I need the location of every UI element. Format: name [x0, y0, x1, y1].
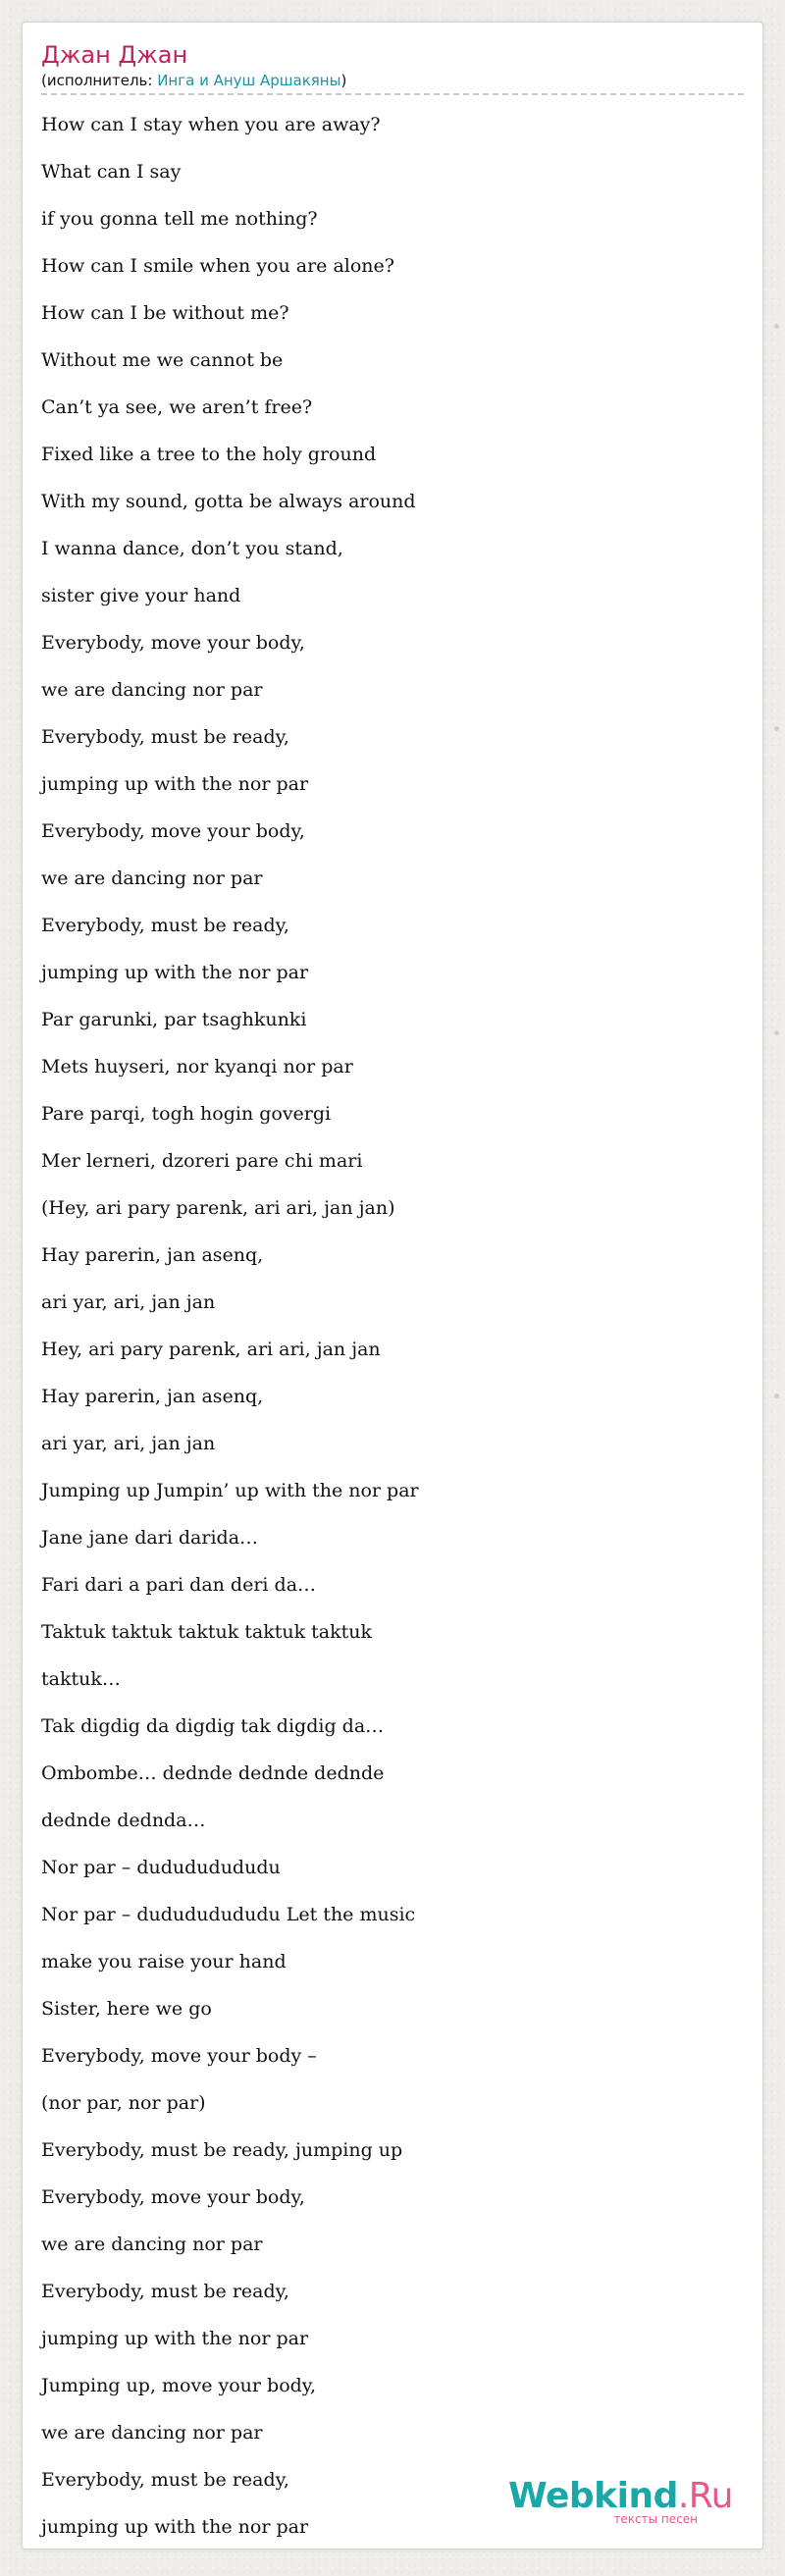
lyric-line: Pare parqi, togh hogin govergi	[41, 1103, 332, 1125]
lyric-line: we are dancing nor par	[41, 867, 263, 889]
lyric-line: ari yar, ari, jan jan	[41, 1433, 216, 1454]
lyric-line: sister give your hand	[41, 585, 241, 606]
lyric-line: jumping up with the nor par	[41, 2516, 309, 2538]
lyric-line: (Hey, ari pary parenk, ari ari, jan jan)	[41, 1197, 395, 1219]
performer-line	[41, 71, 744, 95]
lyric-line: Everybody, must be ready,	[41, 915, 289, 936]
lyric-line: Everybody, must be ready, jumping up	[41, 2139, 403, 2161]
lyric-line: Par garunki, par tsaghkunki	[41, 1009, 307, 1030]
lyric-line: Everybody, move your body,	[41, 820, 305, 842]
webkind-logo[interactable]	[508, 2478, 733, 2525]
lyric-line: we are dancing nor par	[41, 2422, 263, 2444]
background-dot	[774, 324, 779, 329]
lyric-line: Everybody, move your body –	[41, 2045, 317, 2067]
lyric-line: we are dancing nor par	[41, 679, 263, 701]
lyric-line: How can I be without me?	[41, 302, 289, 324]
song-header	[41, 40, 744, 95]
lyric-line: we are dancing nor par	[41, 2234, 263, 2255]
lyric-line: Tak digdig da digdig tak digdig da…	[41, 1715, 385, 1737]
logo-tagline: тексты песен	[613, 2512, 698, 2526]
lyric-line: Can’t ya see, we aren’t free?	[41, 396, 313, 418]
lyric-line: How can I stay when you are away?	[41, 114, 381, 135]
lyric-line: With my sound, gotta be always around	[41, 491, 416, 512]
lyric-line: taktuk…	[41, 1668, 121, 1690]
lyric-line: Mets huyseri, nor kyanqi nor par	[41, 1056, 353, 1078]
lyric-line: Hay parerin, jan asenq,	[41, 1244, 264, 1266]
lyric-line: Jumping up Jumpin’ up with the nor par	[41, 1480, 419, 1501]
lyric-line: Nor par – dudududududu Let the music	[41, 1904, 416, 1925]
lyric-line: Everybody, must be ready,	[41, 726, 289, 748]
performer-suffix: )	[340, 72, 347, 89]
song-title: Джан Джан	[41, 41, 188, 69]
lyric-line: What can I say	[41, 161, 182, 183]
lyric-line: Sister, here we go	[41, 1998, 212, 2020]
lyric-line: make you raise your hand	[41, 1951, 287, 1972]
lyric-line: Mer lerneri, dzoreri pare chi mari	[41, 1150, 363, 1172]
logo-wordmark	[508, 2478, 733, 2515]
lyric-line: Jane jane dari darida…	[41, 1527, 259, 1549]
lyric-line: jumping up with the nor par	[41, 962, 309, 983]
logo-brand: Webkind	[508, 2476, 678, 2516]
lyric-line: Everybody, must be ready,	[41, 2469, 289, 2491]
lyric-line: Taktuk taktuk taktuk taktuk taktuk	[41, 1621, 373, 1643]
lyric-line: jumping up with the nor par	[41, 2328, 309, 2349]
performer-prefix: (исполнитель:	[41, 72, 158, 89]
background-dot	[774, 1393, 779, 1398]
lyric-line: Everybody, must be ready,	[41, 2281, 289, 2302]
lyrics-list	[41, 101, 728, 2550]
performer-link[interactable]: Инга и Ануш Аршакяны	[157, 72, 341, 89]
lyric-line: How can I smile when you are alone?	[41, 255, 394, 277]
background-dot	[774, 1030, 779, 1035]
lyric-line: Nor par – dudududududu	[41, 1857, 281, 1878]
lyric-line: Jumping up, move your body,	[41, 2375, 317, 2396]
lyric-line: Fixed like a tree to the holy ground	[41, 444, 377, 465]
lyric-line: Without me we cannot be	[41, 349, 284, 371]
lyric-line: Everybody, move your body,	[41, 632, 305, 654]
lyric-line: jumping up with the nor par	[41, 773, 309, 795]
lyric-line: if you gonna tell me nothing?	[41, 208, 318, 230]
lyric-line: Hey, ari pary parenk, ari ari, jan jan	[41, 1339, 381, 1360]
lyric-line: Fari dari a pari dan deri da…	[41, 1574, 317, 1596]
lyrics-card	[22, 22, 763, 2550]
lyric-line: Ombombe… dednde dednde dednde	[41, 1762, 385, 1784]
lyric-line: Hay parerin, jan asenq,	[41, 1386, 264, 1407]
lyric-line: (nor par, nor par)	[41, 2092, 206, 2114]
lyric-line: ari yar, ari, jan jan	[41, 1291, 216, 1313]
background-dot	[774, 726, 779, 731]
logo-tld: .Ru	[677, 2476, 733, 2516]
lyric-line: dednde dednda…	[41, 1810, 206, 1831]
lyric-line: I wanna dance, don’t you stand,	[41, 538, 343, 559]
lyric-line: Everybody, move your body,	[41, 2186, 305, 2208]
